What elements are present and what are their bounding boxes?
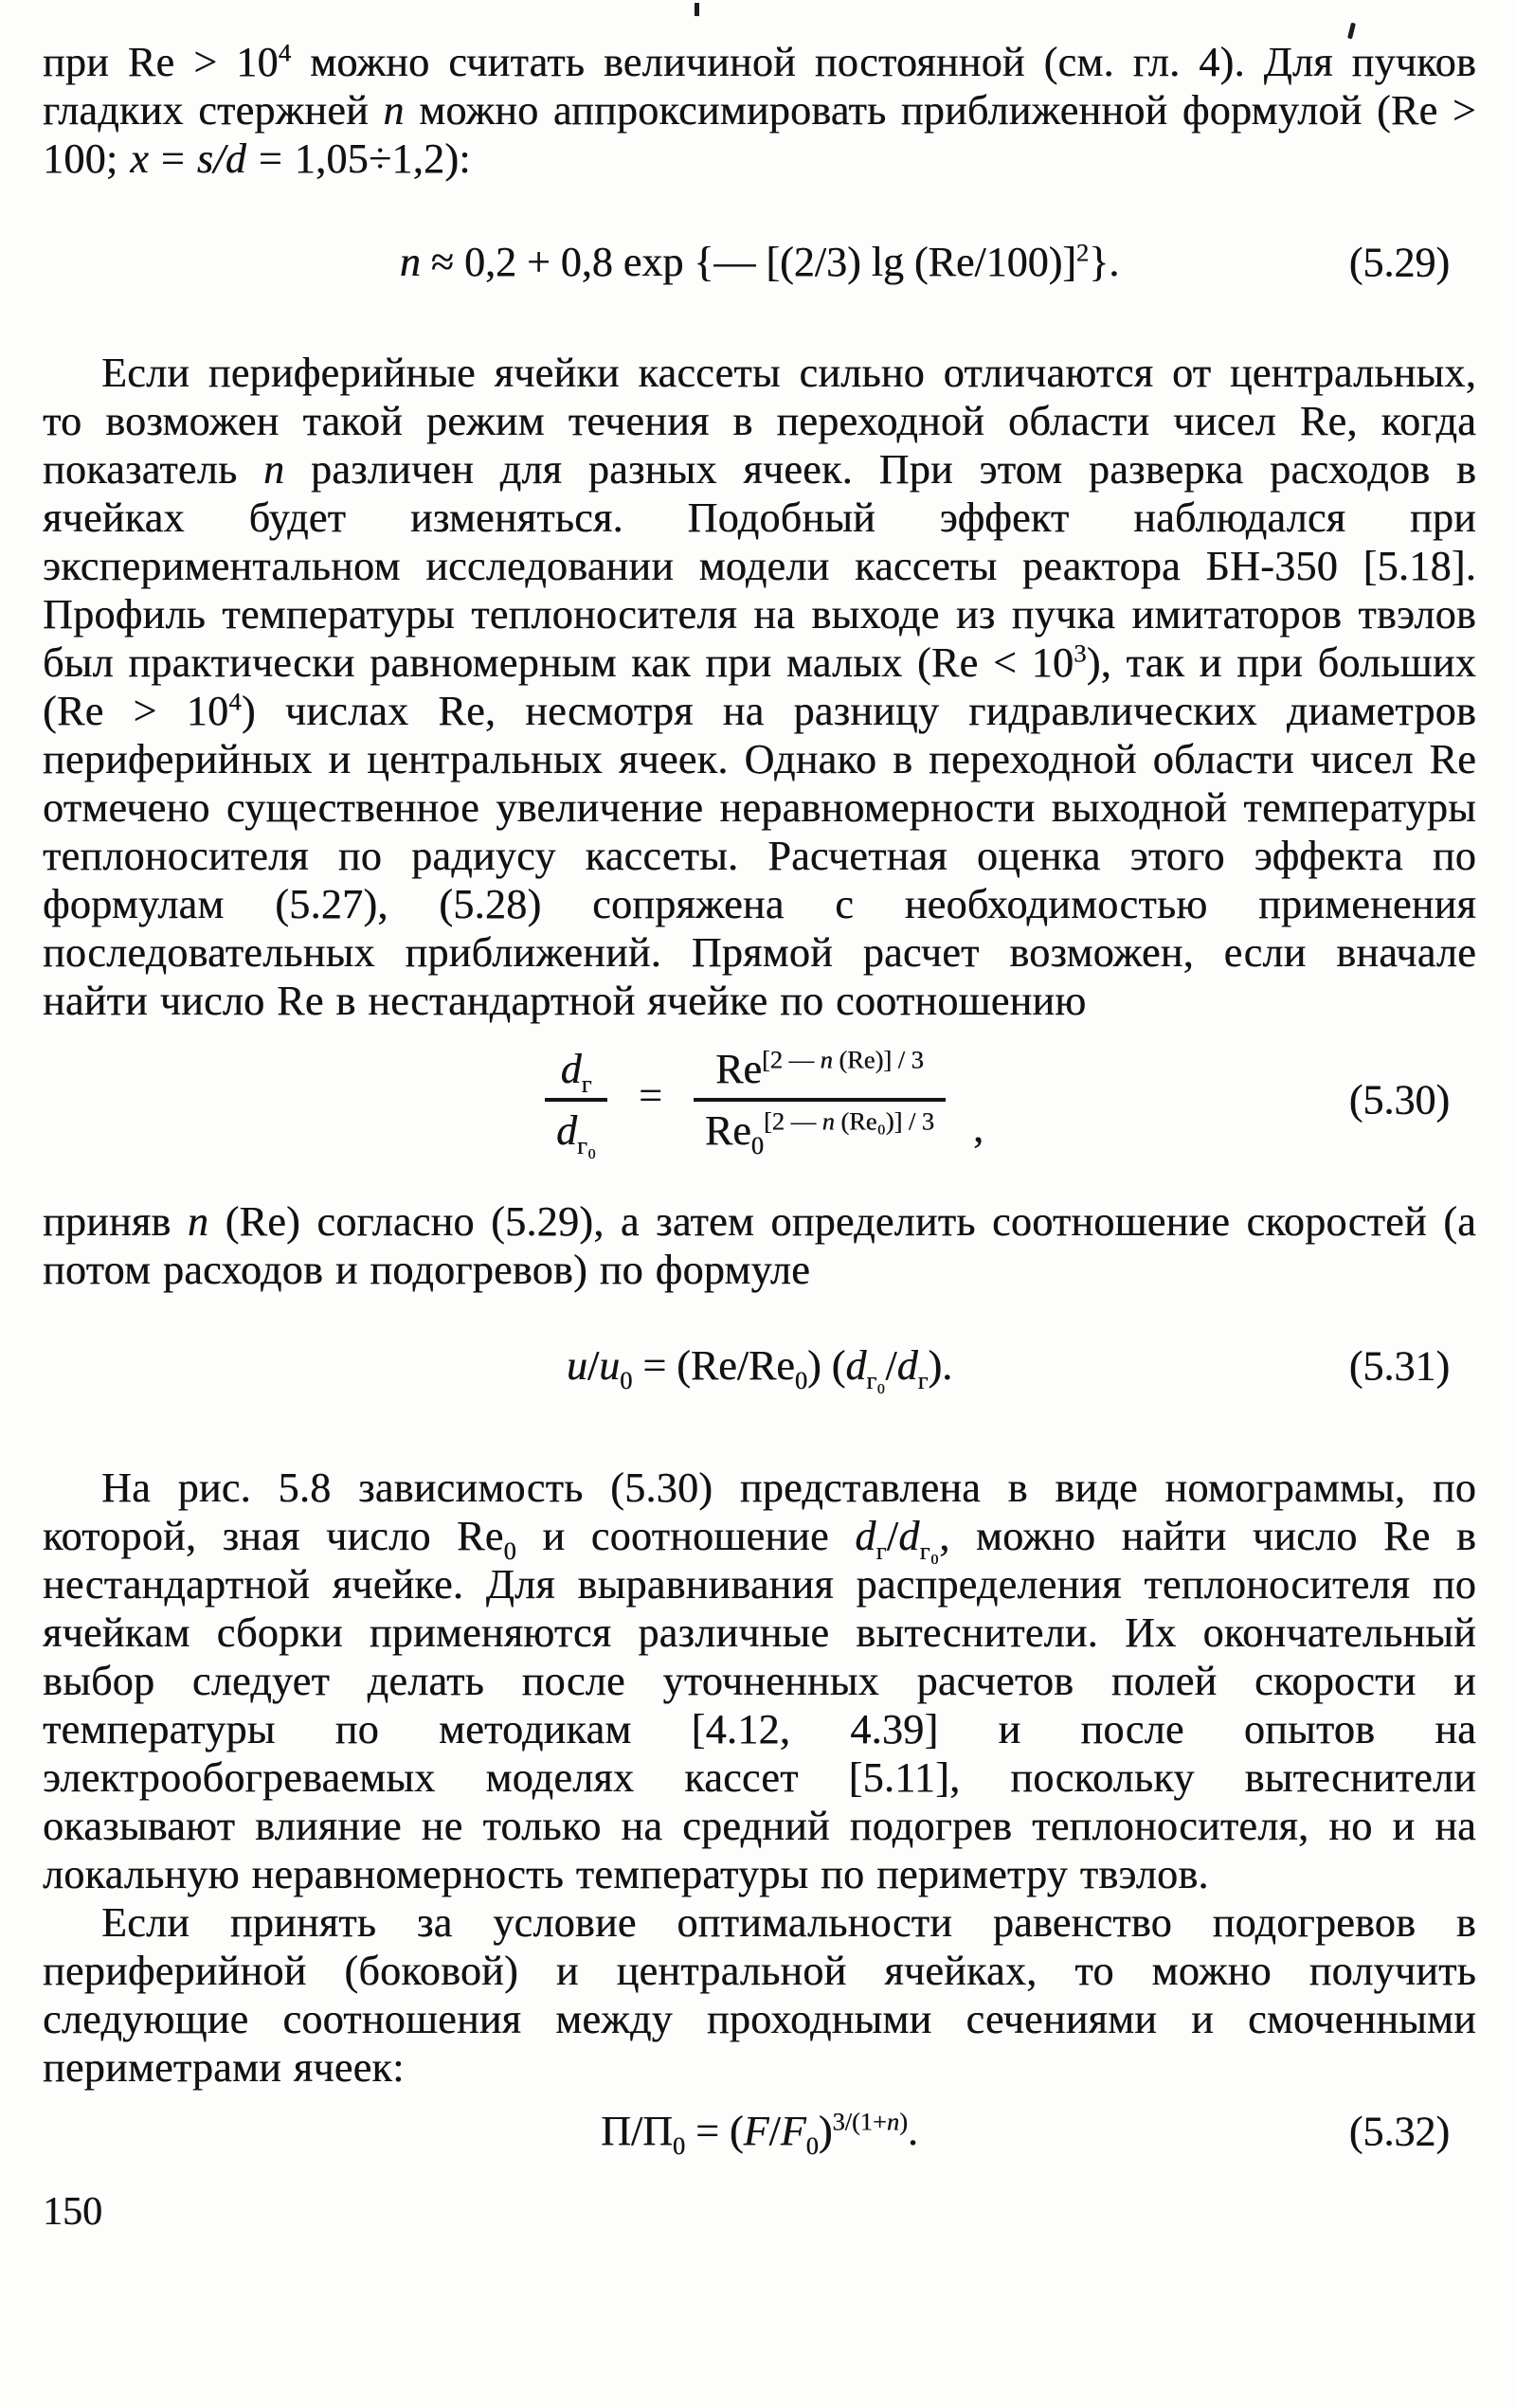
paragraph-nomogram: На рис. 5.8 зависимость (5.30) представлена в виде номограммы, по которой, зная число $Re_0$ и соотношение $d_г/d_{г_0}$, можно найти число Re в нестандартной ячейке. Для выравнивания распределения теплоносителя по ячейкам сборки применяются различные вытеснители. Их окончательный выбор следует делать после уточненных расчетов полей скорости и температуры по методикам [4.12, 4.39] и после опытов на электрообогреваемых моделях кассет [5.11], поскольку вытеснители оказывают влияние не только на средний подогрев теплоносителя, но и на локальную неравномерность температуры по периметру твэлов. (43, 1465, 1477, 1897)
paragraph-velocity-ratio: приняв n (Re) согласно (5.29), а затем определить соотношение скоростей (а потом расходов и подогревов) по формуле (43, 1198, 1476, 1293)
equation-5-31-number: (5.31) (1348, 1342, 1450, 1389)
equation-5-31-formula: $u/u_0 = (Re/Re_0)$ $(d_{г_0}/d_г)$. (566, 1342, 953, 1394)
equation-5-30-number: (5.30) (1348, 1076, 1450, 1123)
page-number: 150 (43, 2190, 102, 2234)
trailing-comma: , (972, 1105, 984, 1152)
fraction-lhs-numerator: $d_г$ (560, 1046, 592, 1098)
equation-5-31 (43, 1339, 1476, 1392)
text-column (43, 0, 1476, 2235)
equation-5-30-formula (535, 1045, 984, 1159)
fraction-rhs (694, 1040, 946, 1159)
equation-5-30 (43, 1040, 1476, 1159)
paragraph-optimality-condition: Если принять за условие оптимальности равенство подогревов в периферийной (боковой) и центральной ячейках, то можно получить следующие соотношения между проходными сечениями и смоченными периметрами ячеек: (43, 1899, 1476, 2091)
equation-5-29-formula: n ≈ 0,2 + 0,8 exp {— [(2/3) lg (Re/100)]$^2$}. (399, 238, 1120, 285)
fraction-lhs (545, 1040, 607, 1159)
equals-sign: = (639, 1072, 662, 1120)
equation-5-32-number: (5.32) (1348, 2108, 1450, 2154)
equation-5-32-formula: $П/П_0 = (F/F_0)^{3/(1+n)}$. (601, 2107, 918, 2160)
equation-5-29-number: (5.29) (1348, 239, 1450, 285)
equation-5-29 (43, 236, 1476, 288)
paragraph-approximation-intro: при $Re > 10^4$ можно считать величиной постоянной (см. гл. 4). Для пучков гладких стержней n можно аппроксимировать приближенной формулой (Re > 100; x = s/d = 1,05÷1,2): (43, 38, 1476, 182)
fraction-rhs-denominator: $Re_0^{[2 —}$ $^n$ $^{(Re_0)] / 3}$ (694, 1098, 946, 1159)
equation-5-32 (43, 2105, 1476, 2160)
fraction-rhs-numerator: $Re^{[2 —}$ $^n$ $^{(Re)] / 3}$ (715, 1045, 924, 1092)
paragraph-transition-region: Если периферийные ячейки кассеты сильно отличаются от центральных, то возможен такой режим течения в переходной области чисел Re, когда показатель n различен для разных ячеек. При этом разверка расходов в ячейках будет изменяться. Подобный эффект наблюдался при экспериментальном исследовании модели кассеты реактора БН-350 [5.18]. Профиль температуры теплоносителя на выходе из пучка имитаторов твэлов был практически равномерным как при малых $(Re < 10^3)$, так и при больших $(Re > 10^4)$ числах Re, несмотря на разницу гидравлических диаметров периферийных и центральных ячеек. Однако в переходной области чисел Re отмечено существенное увеличение неравномерности выходной температуры теплоносителя по радиусу кассеты. Расчетная оценка этого эффекта по формулам (5.27), (5.28) сопряжена с необходимостью применения последовательных приближений. Прямой расчет возможен, если вначале найти число Re в нестандартной ячейке по соотношению (43, 350, 1477, 1024)
fraction-lhs-denominator: $d_{г_0}$ (545, 1098, 607, 1159)
